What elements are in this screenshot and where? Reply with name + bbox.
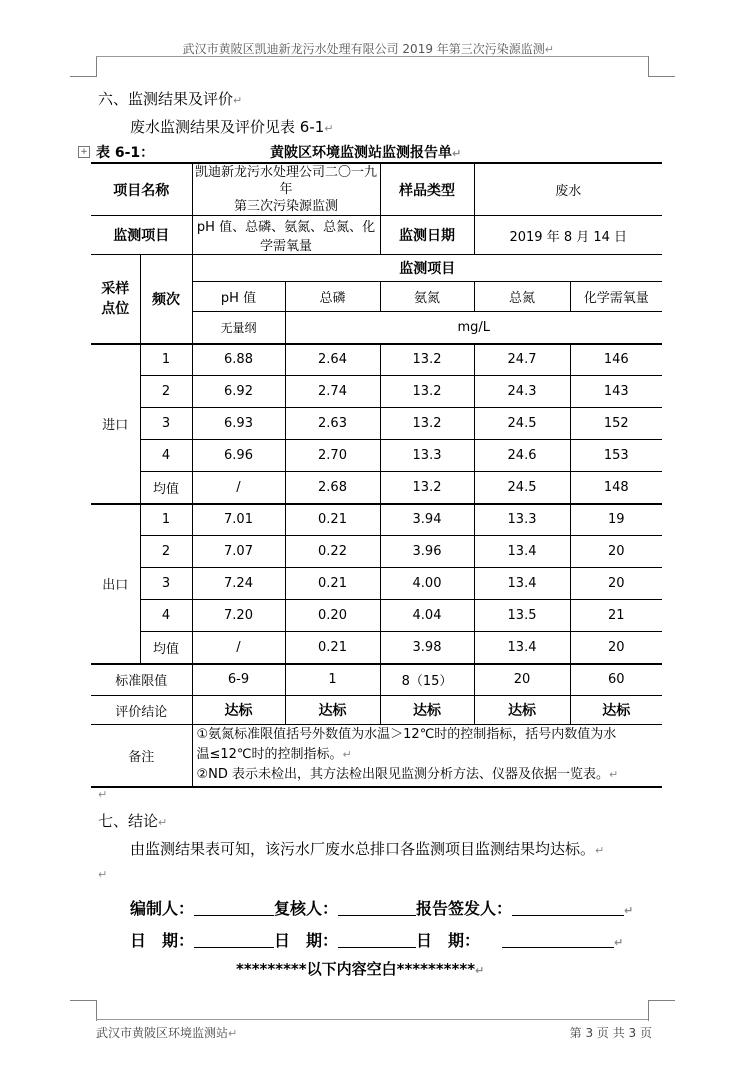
sampling-point: 出口 (91, 504, 140, 664)
value-cell: 13.5 (474, 600, 570, 632)
table-row (91, 472, 662, 504)
date-label: 日 期： (416, 931, 481, 950)
sampling-point: 进口 (91, 344, 140, 504)
conclusion-label: 评价结论 (91, 696, 192, 725)
value-cell: 3.98 (380, 632, 474, 664)
value-cell: 2.63 (285, 408, 380, 440)
value-cell: 4.04 (380, 600, 474, 632)
value-cell: 6.96 (192, 440, 285, 472)
table-row (91, 600, 662, 632)
value-cell: 2.74 (285, 376, 380, 408)
section-7-paragraph: 由监测结果表可知，该污水厂废水总排口各监测项目监测结果均达标。↵ (130, 840, 605, 858)
value-cell: 7.24 (192, 568, 285, 600)
value-cell: 13.4 (474, 536, 570, 568)
value-cell: 24.6 (474, 440, 570, 472)
value-cell: 20 (570, 568, 662, 600)
limit-value: 60 (570, 664, 662, 696)
value-cell: 0.22 (285, 536, 380, 568)
table-row (91, 568, 662, 600)
value-cell: 4.00 (380, 568, 474, 600)
frequency-cell: 1 (140, 344, 192, 376)
frequency-cell: 3 (140, 568, 192, 600)
crop-mark (648, 1000, 675, 1021)
footer-left: 武汉市黄陂区环境监测站↵ (96, 1026, 238, 1040)
value-cell: 146 (570, 344, 662, 376)
value-cell: 2.64 (285, 344, 380, 376)
value-cell: 2.68 (285, 472, 380, 504)
conclusion-value: 达标 (474, 696, 570, 725)
value-cell: 24.5 (474, 408, 570, 440)
footer-page-number: 第 3 页 共 3 页 (569, 1026, 652, 1040)
freq-label: 频次 (140, 255, 192, 344)
column-header: 氨氮 (380, 282, 474, 312)
conclusion-value: 达标 (285, 696, 380, 725)
value-cell: 3.96 (380, 536, 474, 568)
items-value: pH 值、总磷、氨氮、总氮、化学需氧量 (192, 216, 380, 255)
column-header: 总氮 (474, 282, 570, 312)
page-header: 武汉市黄陂区凯迪新龙污水处理有限公司 2019 年第三次污染源监测↵ (182, 42, 554, 56)
value-cell: 13.2 (380, 344, 474, 376)
value-cell: 24.5 (474, 472, 570, 504)
reviewer-label: 复核人： (274, 899, 339, 918)
group-header: 监测项目 (192, 255, 662, 282)
crop-mark (70, 56, 97, 77)
limit-value: 20 (474, 664, 570, 696)
sample-type-label: 样品类型 (380, 163, 474, 216)
value-cell: 6.88 (192, 344, 285, 376)
value-cell: / (192, 472, 285, 504)
value-cell: 0.21 (285, 504, 380, 536)
frequency-cell: 均值 (140, 472, 192, 504)
inlet-group (91, 344, 662, 504)
paragraph-mark: ↵ (98, 868, 108, 881)
table-anchor-icon[interactable]: + (78, 146, 90, 158)
date-label: 监测日期 (380, 216, 474, 255)
section-6-title: 六、监测结果及评价↵ (98, 90, 243, 108)
value-cell: 13.4 (474, 568, 570, 600)
value-cell: 0.21 (285, 568, 380, 600)
limit-value: 6-9 (192, 664, 285, 696)
value-cell: 0.21 (285, 632, 380, 664)
issuer-blank[interactable] (512, 901, 624, 916)
frequency-cell: 4 (140, 600, 192, 632)
footer-divider (96, 1019, 648, 1020)
column-header: pH 值 (192, 282, 285, 312)
table-row (91, 536, 662, 568)
value-cell: 3.94 (380, 504, 474, 536)
frequency-cell: 4 (140, 440, 192, 472)
compiler-blank[interactable] (194, 901, 274, 916)
date-row: 日 期： 日 期： 日 期： ↵ (130, 931, 624, 950)
conclusion-value: 达标 (192, 696, 285, 725)
header-divider (96, 56, 648, 57)
value-cell: 13.3 (474, 504, 570, 536)
value-cell: 143 (570, 376, 662, 408)
date-blank[interactable] (338, 933, 416, 948)
compiler-label: 编制人： (130, 899, 195, 918)
value-cell: 20 (570, 536, 662, 568)
conclusion-value: 达标 (570, 696, 662, 725)
value-cell: 152 (570, 408, 662, 440)
column-header: 总磷 (285, 282, 380, 312)
value-cell: 7.20 (192, 600, 285, 632)
value-cell: 13.4 (474, 632, 570, 664)
table-row (91, 504, 662, 536)
point-label: 采样 点位 (91, 255, 140, 344)
limit-label: 标准限值 (91, 664, 192, 696)
issuer-label: 报告签发人： (416, 899, 513, 918)
frequency-cell: 2 (140, 536, 192, 568)
date-blank[interactable] (194, 933, 274, 948)
date-label: 日 期： (274, 931, 339, 950)
value-cell: 148 (570, 472, 662, 504)
frequency-cell: 1 (140, 504, 192, 536)
project-name-value: 凯迪新龙污水处理公司二〇一九年 第三次污染源监测 (192, 163, 380, 216)
table-row (91, 344, 662, 376)
frequency-cell: 2 (140, 376, 192, 408)
value-cell: 13.2 (380, 408, 474, 440)
value-cell: / (192, 632, 285, 664)
reviewer-blank[interactable] (338, 901, 416, 916)
project-name-label: 项目名称 (91, 163, 192, 216)
report-table (91, 162, 662, 788)
section-6-paragraph: 废水监测结果及评价见表 6-1↵ (130, 118, 334, 136)
paragraph-mark: ↵ (98, 788, 108, 801)
value-cell: 6.93 (192, 408, 285, 440)
conclusion-value: 达标 (380, 696, 474, 725)
table-row (91, 376, 662, 408)
crop-mark (70, 1000, 97, 1021)
remark-text: ①氨氮标准限值括号外数值为水温＞12℃时的控制指标，括号内数值为水 温≤12℃时的控制指标。↵ ②ND 表示未检出，其方法检出限见监测分析方法、仪器及依据一览表。↵ (192, 725, 662, 787)
value-cell: 6.92 (192, 376, 285, 408)
crop-mark (648, 56, 675, 77)
blank-notice: *********以下内容空白**********↵ (236, 960, 485, 978)
signature-row: 编制人： 复核人： 报告签发人： ↵ (130, 899, 634, 918)
sample-type-value: 废水 (474, 163, 662, 216)
value-cell: 7.01 (192, 504, 285, 536)
value-cell: 24.7 (474, 344, 570, 376)
table-label: 表 6-1： (96, 145, 155, 161)
date-blank[interactable] (502, 933, 614, 948)
value-cell: 13.3 (380, 440, 474, 472)
unit-other: mg/L (285, 312, 662, 344)
value-cell: 19 (570, 504, 662, 536)
value-cell: 13.2 (380, 376, 474, 408)
value-cell: 7.07 (192, 536, 285, 568)
unit-ph: 无量纲 (192, 312, 285, 344)
date-value: 2019 年 8 月 14 日 (474, 216, 662, 255)
outlet-group (91, 504, 662, 664)
value-cell: 2.70 (285, 440, 380, 472)
value-cell: 13.2 (380, 472, 474, 504)
section-7-title: 七、结论↵ (98, 812, 168, 830)
value-cell: 0.20 (285, 600, 380, 632)
remark-label: 备注 (91, 725, 192, 787)
frequency-cell: 均值 (140, 632, 192, 664)
value-cell: 20 (570, 632, 662, 664)
limit-value: 1 (285, 664, 380, 696)
date-label: 日 期： (130, 931, 195, 950)
table-row (91, 408, 662, 440)
frequency-cell: 3 (140, 408, 192, 440)
value-cell: 24.3 (474, 376, 570, 408)
limit-value: 8（15） (380, 664, 474, 696)
table-row (91, 440, 662, 472)
items-label: 监测项目 (91, 216, 192, 255)
column-header: 化学需氧量 (570, 282, 662, 312)
table-title: 黄陂区环境监测站监测报告单↵ (270, 145, 462, 161)
value-cell: 153 (570, 440, 662, 472)
value-cell: 21 (570, 600, 662, 632)
table-row (91, 632, 662, 664)
